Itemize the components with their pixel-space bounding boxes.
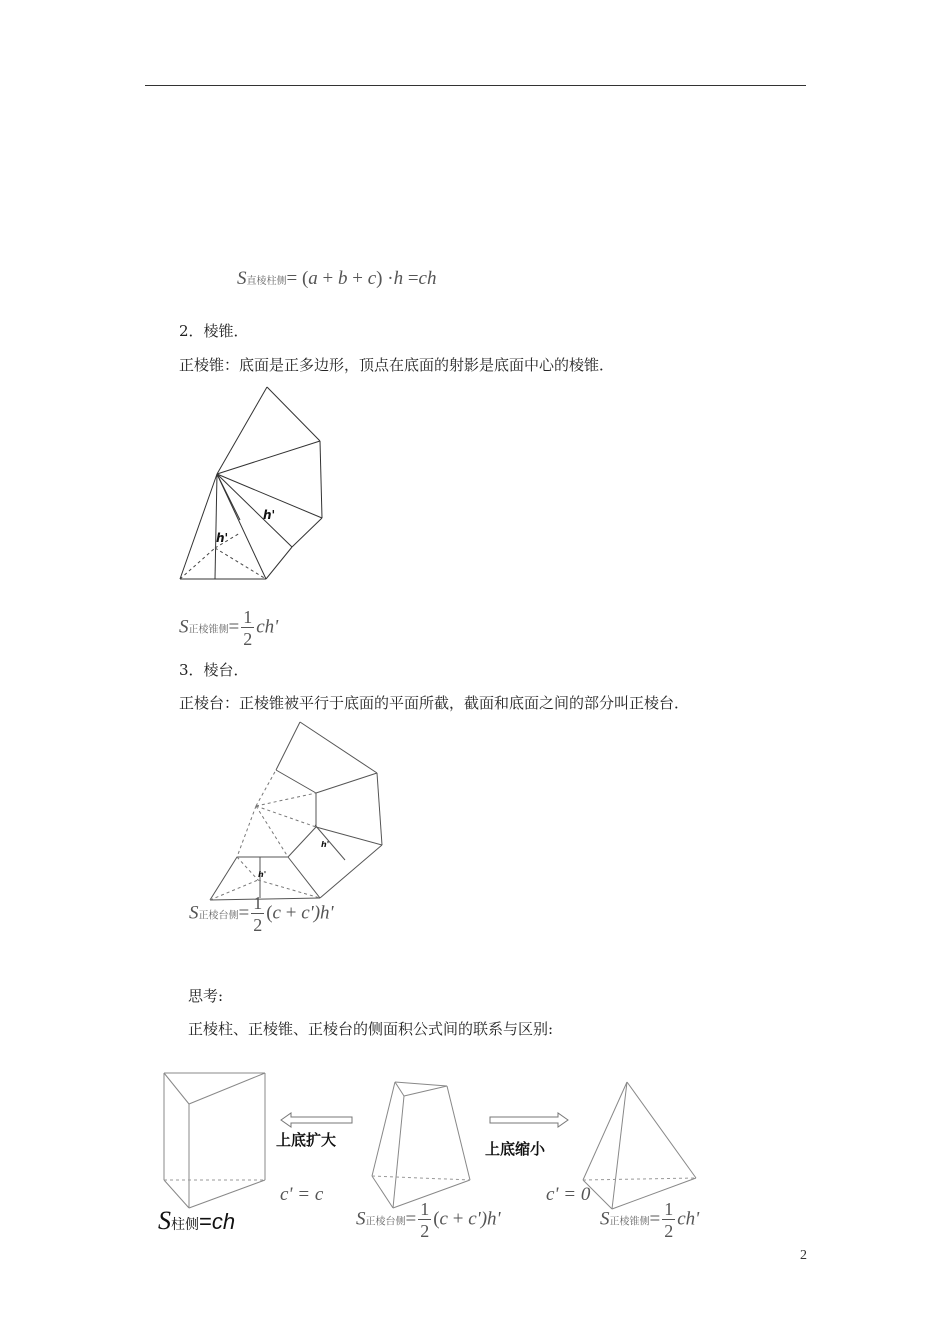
fraction-denominator: 2 <box>664 1221 674 1241</box>
h-prime-label: h' <box>216 531 229 545</box>
formula-plus: + <box>317 268 339 289</box>
formula-tail: ch' <box>256 616 279 638</box>
net-fold <box>217 474 292 547</box>
h-prime-label: h' <box>321 840 330 849</box>
net-fold <box>217 441 320 474</box>
formula-frustum-lateral <box>189 894 334 934</box>
formula-equals-open: = ( <box>286 268 309 289</box>
frustum-hidden-edge <box>372 1176 470 1180</box>
section-2-definition: 正棱锥：底面是正多边形，顶点在底面的射影是底面中心的棱锥． <box>179 356 615 374</box>
formula-prism-lateral-bottom <box>158 1206 235 1236</box>
fraction-numerator: 1 <box>253 893 263 913</box>
prism-shape <box>164 1073 265 1208</box>
net-fold <box>276 770 316 793</box>
net-fold <box>288 827 316 857</box>
section-3-definition: 正棱台：正棱锥被平行于底面的平面所截，截面和底面之间的部分叫正棱台． <box>179 694 690 712</box>
fraction-denominator: 2 <box>253 915 263 935</box>
arrow-left-icon <box>281 1113 352 1127</box>
pyramid-height <box>215 474 217 579</box>
fraction-numerator: 1 <box>243 607 253 627</box>
formula-var-c-prime: c' <box>468 1208 481 1230</box>
formula-subscript: 正棱锥侧 <box>609 1216 650 1228</box>
formula-subscript: 正棱台侧 <box>365 1216 406 1228</box>
formula-subscript: 正棱台侧 <box>198 910 239 922</box>
arrow-right-icon <box>490 1113 568 1127</box>
section-2-heading: 2．棱锥． <box>179 322 249 340</box>
formula-var-b: b <box>338 268 348 289</box>
formula-symbol-s: S <box>158 1206 171 1235</box>
formula-symbol-s: S <box>600 1208 610 1230</box>
net-fold <box>288 857 320 898</box>
hidden-edge <box>256 793 316 806</box>
net-edge <box>300 722 377 773</box>
formula-var-c-prime: c' <box>301 902 314 924</box>
formula-symbol-s: S <box>189 902 199 924</box>
net-fold <box>316 773 377 793</box>
page-number: 2 <box>800 1248 807 1263</box>
frustum-slant <box>315 825 345 860</box>
formula-var-a: a <box>308 268 318 289</box>
net-edge <box>267 387 320 441</box>
formula-var-h: h <box>393 268 404 289</box>
fraction-one-half <box>241 608 254 648</box>
comparison-figure <box>150 1060 710 1220</box>
condition-c-prime-equals-c: c' = c <box>280 1184 324 1205</box>
formula-subscript: 直棱柱侧 <box>246 276 287 287</box>
formula-var-ch: ch <box>418 268 437 289</box>
formula-var-c: c <box>439 1208 448 1230</box>
net-edge <box>320 845 382 898</box>
net-edge <box>320 441 322 518</box>
formula-equals: = <box>228 616 240 638</box>
net-edge <box>276 722 300 770</box>
formula-var-c: c <box>367 268 377 289</box>
formula-close-dot: ) · <box>376 268 394 289</box>
frustum-shape <box>372 1082 470 1208</box>
fraction-denominator: 2 <box>243 629 253 649</box>
net-edge <box>266 547 292 579</box>
net-edge <box>377 773 382 845</box>
expand-top-label: 上底扩大 <box>276 1131 337 1149</box>
formula-var-c: c <box>272 902 281 924</box>
hidden-edge <box>256 806 288 857</box>
hidden-edge <box>237 857 258 880</box>
formula-plus: + <box>347 268 368 289</box>
condition-c-prime-equals-zero: c' = 0 <box>546 1184 591 1205</box>
fraction-one-half <box>418 1200 431 1240</box>
net-edge <box>292 518 322 547</box>
formula-symbol-s: S <box>237 268 247 289</box>
think-label: 思考: <box>188 987 224 1005</box>
formula-paren: ( <box>433 1208 440 1230</box>
formula-var-ch: ch <box>211 1209 236 1234</box>
pyramid-shape <box>583 1082 696 1209</box>
hidden-edge <box>256 806 316 827</box>
formula-pyramid-lateral-bottom <box>600 1200 699 1240</box>
think-question: 正棱柱、正棱锥、正棱台的侧面积公式间的联系与区别: <box>188 1020 554 1038</box>
formula-pyramid-lateral <box>179 608 278 648</box>
header-rule <box>145 85 806 86</box>
formula-symbol-s: S <box>356 1208 366 1230</box>
pyramid-hidden-edge <box>583 1178 696 1180</box>
formula-plus: + <box>280 902 302 924</box>
formula-equals: = <box>649 1208 661 1230</box>
formula-equals: = <box>403 268 419 289</box>
fraction-one-half <box>251 894 264 934</box>
hidden-edge <box>237 806 256 857</box>
formula-equals: = <box>238 902 250 924</box>
formula-plus: + <box>447 1208 469 1230</box>
net-edge <box>217 387 267 474</box>
fraction-one-half <box>662 1200 675 1240</box>
formula-equals: = <box>405 1208 417 1230</box>
formula-equals: = <box>199 1209 212 1234</box>
formula-symbol-s: S <box>179 616 189 638</box>
h-prime-label: h' <box>263 508 276 522</box>
formula-subscript: 正棱锥侧 <box>188 624 229 636</box>
fraction-numerator: 1 <box>420 1199 430 1219</box>
fraction-numerator: 1 <box>664 1199 674 1219</box>
pyramid-net-figure <box>170 380 340 590</box>
frustum-net-figure <box>200 715 390 915</box>
formula-tail: )h' <box>480 1208 501 1230</box>
formula-subscript: 柱侧 <box>171 1217 199 1233</box>
hidden-edge <box>256 770 276 806</box>
formula-prism-lateral <box>237 268 436 290</box>
formula-tail: ch' <box>677 1208 700 1230</box>
shrink-top-label: 上底缩小 <box>485 1140 546 1158</box>
slant-height <box>217 474 240 520</box>
section-3-heading: 3．棱台． <box>179 661 249 679</box>
formula-tail: )h' <box>313 902 334 924</box>
formula-frustum-lateral-bottom <box>356 1200 501 1240</box>
fraction-denominator: 2 <box>420 1221 430 1241</box>
formula-paren: ( <box>266 902 273 924</box>
h-prime-label: h' <box>258 870 267 879</box>
